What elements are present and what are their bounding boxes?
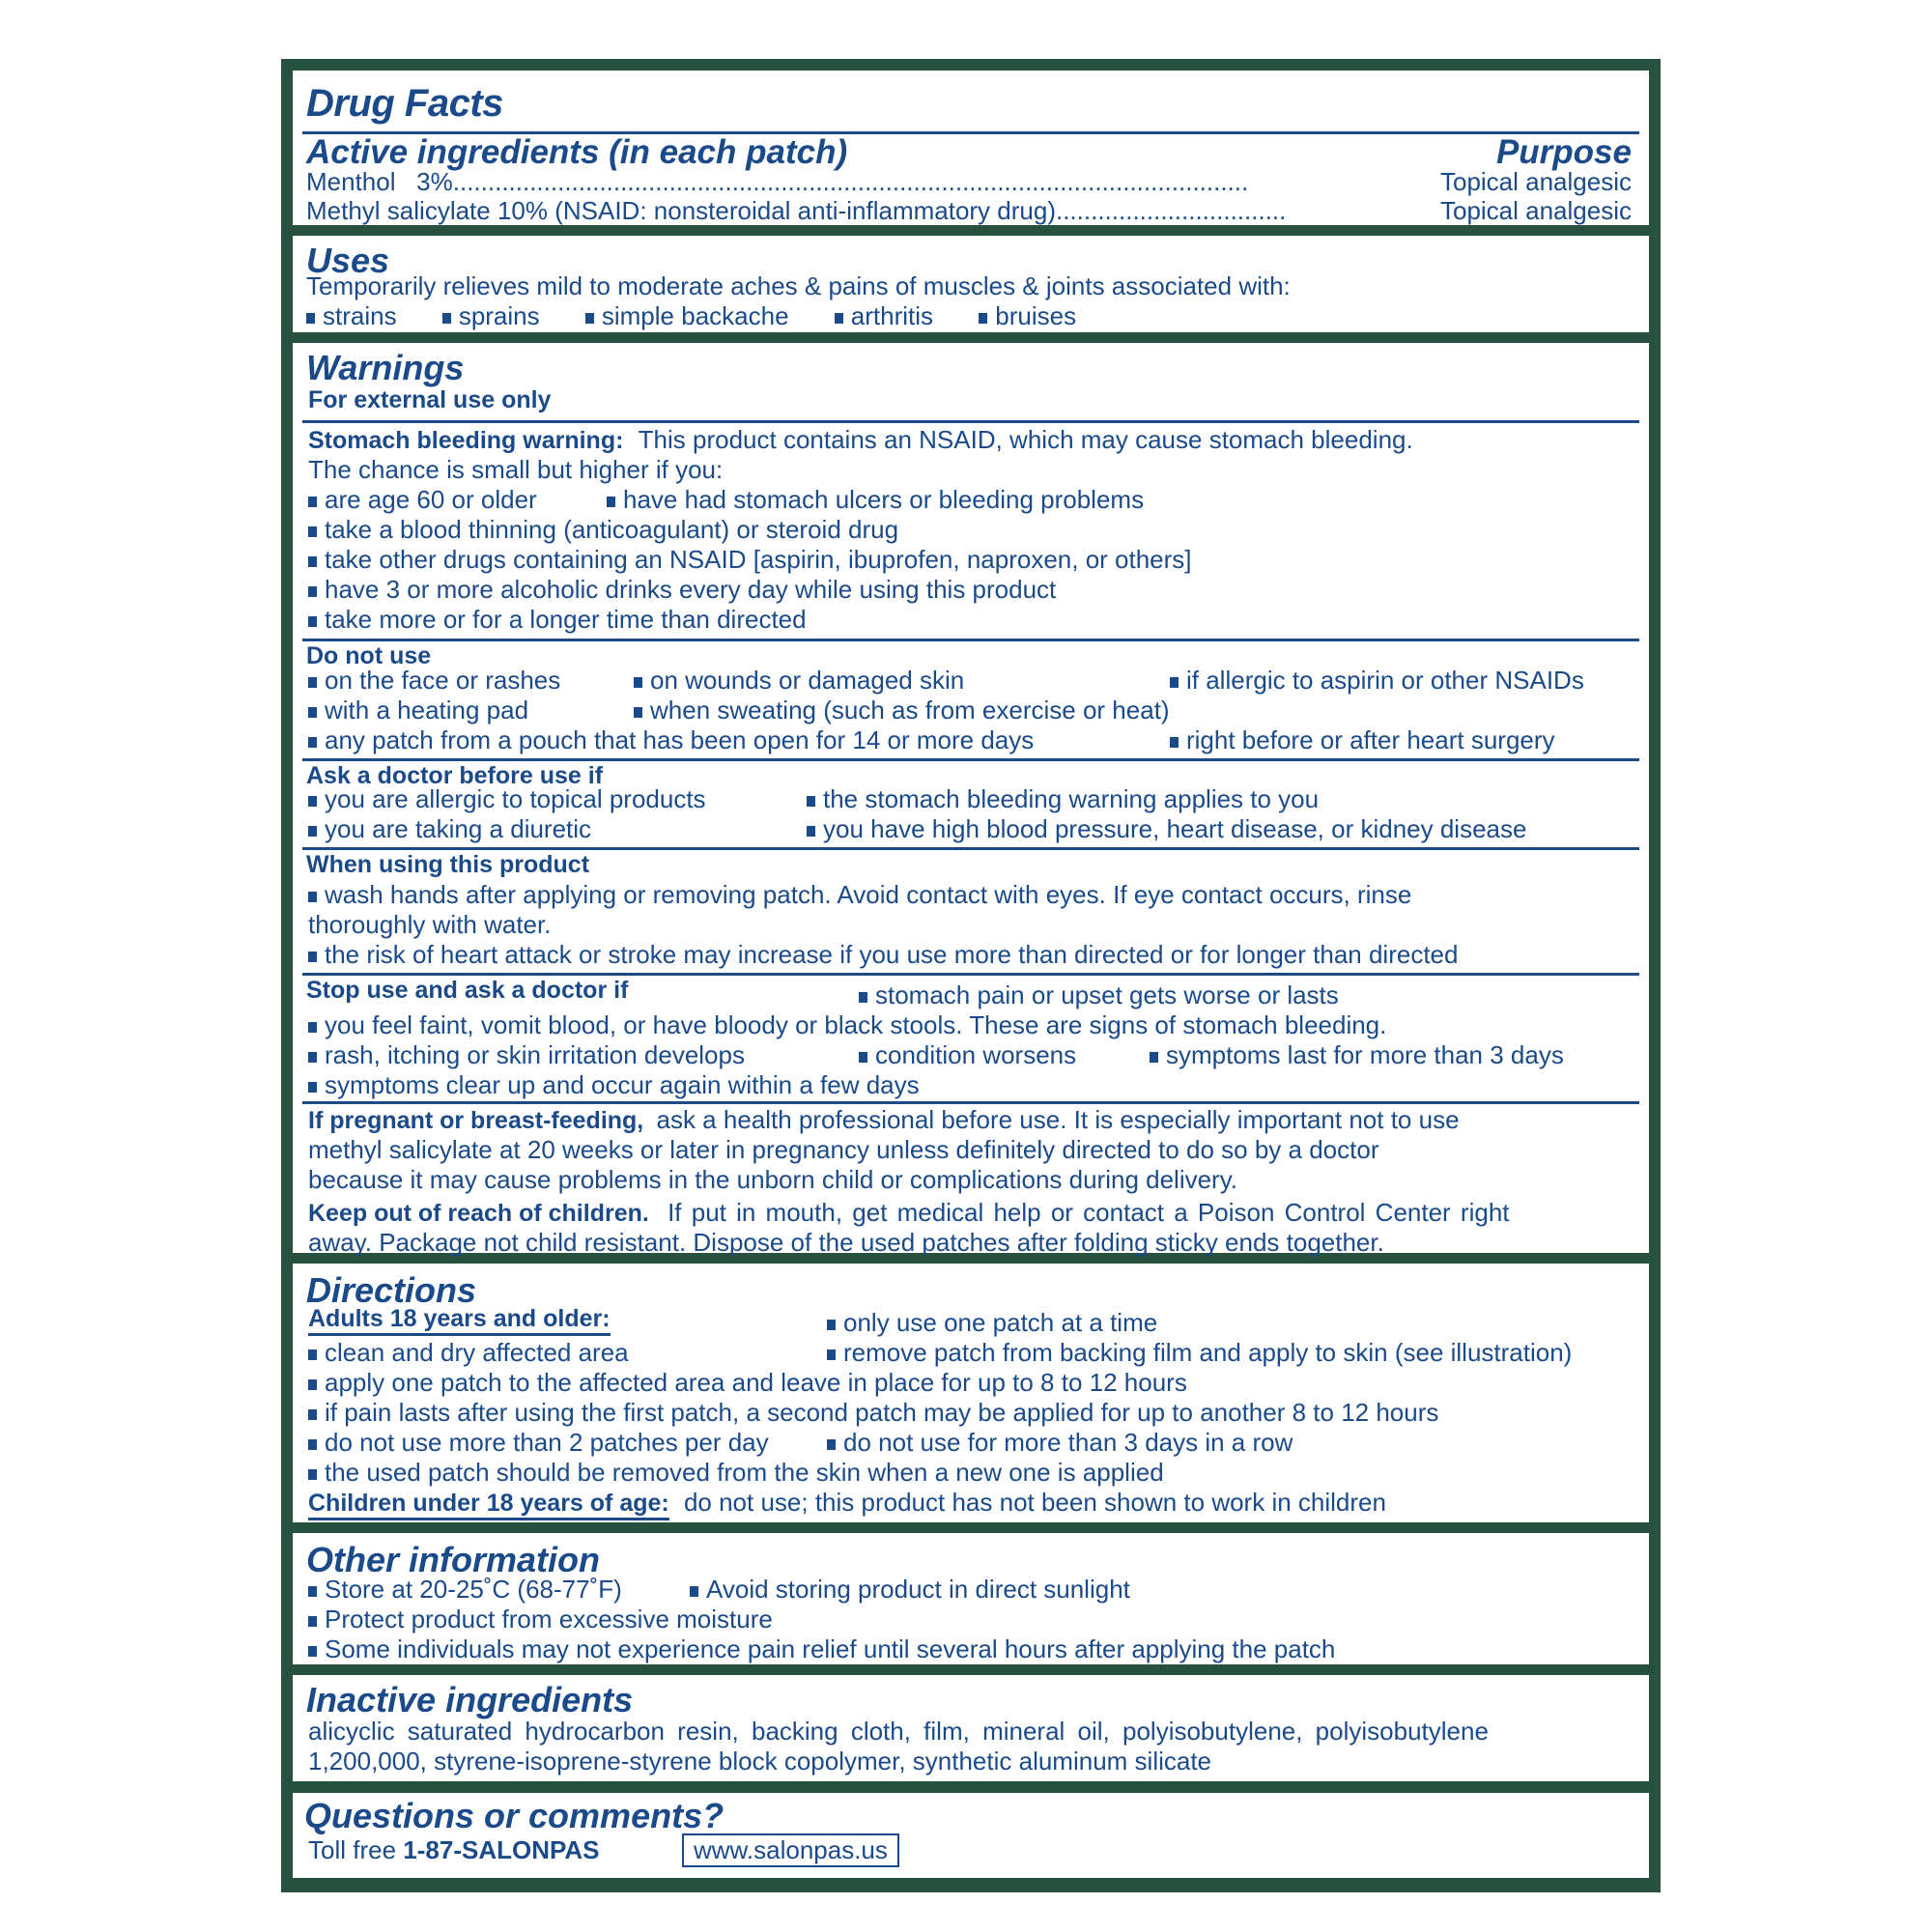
bullet-icon xyxy=(308,1052,317,1063)
list-item: with a heating pad xyxy=(308,696,528,725)
active-ingredients-heading: Active ingredients (in each patch) xyxy=(306,133,848,171)
leader-dots: ................................. xyxy=(1055,196,1287,225)
active-ingredients-panel xyxy=(293,71,1649,225)
list-item: sprains xyxy=(442,301,540,330)
adults-label-wrap xyxy=(308,1305,611,1333)
section-rule xyxy=(302,1101,1639,1104)
bullet-icon xyxy=(835,313,843,324)
list-item: do not use for more than 3 days in a row xyxy=(827,1428,1293,1458)
bullet-icon xyxy=(308,556,317,567)
bullet-icon xyxy=(308,1082,317,1093)
list-item: remove patch from backing film and apply to skin (see illustration) xyxy=(827,1338,1572,1368)
list-item: on the face or rashes xyxy=(308,666,560,696)
list-item: stomach pain or upset gets worse or lasts xyxy=(859,980,1339,1010)
list-item: are age 60 or older xyxy=(308,485,537,515)
list-item: take a blood thinning (anticoagulant) or steroid drug xyxy=(308,515,898,545)
bullet-icon xyxy=(308,1350,317,1360)
bullet-icon xyxy=(308,1469,317,1480)
bullet-icon xyxy=(827,1439,836,1450)
bullet-icon xyxy=(1170,677,1179,688)
list-item: only use one patch at a time xyxy=(827,1308,1157,1338)
list-item: on wounds or damaged skin xyxy=(634,666,964,696)
list-item: the used patch should be removed from the skin when a new one is applied xyxy=(308,1458,1164,1488)
bullet-icon xyxy=(690,1586,698,1597)
inactive-ingredients-panel xyxy=(293,1675,1649,1781)
list-item: if allergic to aspirin or other NSAIDs xyxy=(1170,666,1584,696)
pregnancy-label: If pregnant or breast-feeding, xyxy=(308,1107,644,1134)
inactive-ingredients-heading: Inactive ingredients xyxy=(306,1680,634,1719)
bullet-icon xyxy=(308,707,317,718)
list-item: strains xyxy=(306,301,397,330)
children-directions xyxy=(308,1488,1386,1518)
list-item: bruises xyxy=(979,301,1076,330)
section-rule xyxy=(302,758,1639,761)
inactive-ingredients-text: 1,200,000, styrene-isoprene-styrene block copolymer, synthetic aluminum silicate xyxy=(308,1747,1212,1776)
list-item: take other drugs containing an NSAID [aspirin, ibuprofen, naproxen, or others] xyxy=(308,545,1192,575)
bullet-icon xyxy=(442,313,451,324)
stomach-bleeding-warning xyxy=(308,425,1413,455)
ingredient-menthol xyxy=(306,167,1632,197)
list-item: simple backache xyxy=(585,301,789,330)
list-item: Avoid storing product in direct sunlight xyxy=(690,1575,1130,1605)
section-rule xyxy=(302,973,1639,976)
bullet-icon xyxy=(308,796,317,807)
children-text: do not use; this product has not been shown to work in children xyxy=(683,1488,1386,1517)
list-item: when sweating (such as from exercise or heat) xyxy=(634,696,1170,725)
uses-list xyxy=(306,301,1076,331)
list-item: if pain lasts after using the first patch, a second patch may be applied for up to another 8 to 12 hours xyxy=(308,1398,1438,1428)
ingredient-name: Menthol 3% xyxy=(306,167,453,196)
bullet-icon xyxy=(979,313,987,324)
ingredient-purpose: Topical analgesic xyxy=(1439,196,1632,225)
list-item: the stomach bleeding warning applies to you xyxy=(807,784,1319,814)
bullet-icon xyxy=(1150,1052,1158,1063)
bullet-icon xyxy=(607,497,615,507)
stomach-bleeding-text: This product contains an NSAID, which may cause stomach bleeding. xyxy=(638,425,1413,454)
ingredient-purpose: Topical analgesic xyxy=(1439,167,1632,196)
children-label: Children under 18 years of age: xyxy=(308,1490,669,1520)
drug-facts-label xyxy=(281,59,1661,1892)
ask-doctor-label: Ask a doctor before use if xyxy=(306,762,604,789)
list-item: do not use more than 2 patches per day xyxy=(308,1428,769,1458)
bullet-icon xyxy=(308,1646,317,1657)
list-item: the risk of heart attack or stroke may increase if you use more than directed or for longer than directed xyxy=(308,940,1458,970)
warnings-heading: Warnings xyxy=(306,348,465,387)
stomach-bleeding-text2: The chance is small but higher if you: xyxy=(308,455,724,484)
bullet-icon xyxy=(308,616,317,627)
bullet-icon xyxy=(308,586,317,597)
list-item: take more or for a longer time than directed xyxy=(308,605,807,635)
list-item: symptoms clear up and occur again within a few days xyxy=(308,1070,920,1100)
bullet-icon xyxy=(306,313,315,324)
bullet-icon xyxy=(308,952,317,962)
bullet-icon xyxy=(807,826,815,837)
bullet-icon xyxy=(859,1052,867,1063)
bullet-icon xyxy=(308,497,317,507)
purpose-heading: Purpose xyxy=(1495,133,1632,171)
pregnancy-text: because it may cause problems in the unborn child or complications during delivery. xyxy=(308,1165,1238,1194)
when-using-label: When using this product xyxy=(306,851,590,878)
keep-out-label: Keep out of reach of children. xyxy=(308,1200,649,1227)
list-item: arthritis xyxy=(835,301,933,330)
ingredient-name: Methyl salicylate 10% (NSAID: nonsteroidal anti-inflammatory drug) xyxy=(306,196,1056,225)
bullet-icon xyxy=(827,1320,836,1330)
bullet-icon xyxy=(1170,737,1179,748)
list-item: you are allergic to topical products xyxy=(308,784,706,814)
bullet-icon xyxy=(308,737,317,748)
list-item: wash hands after applying or removing patch. Avoid contact with eyes. If eye contact occurs, rinse xyxy=(308,880,1411,910)
uses-panel xyxy=(293,236,1649,332)
bullet-icon xyxy=(308,677,317,688)
list-item: Protect product from excessive moisture xyxy=(308,1605,773,1634)
list-item: condition worsens xyxy=(859,1040,1076,1070)
pregnancy-text: methyl salicylate at 20 weeks or later in pregnancy unless definitely directed to do so by a doctor xyxy=(308,1135,1379,1164)
other-information-panel xyxy=(293,1533,1649,1664)
questions-panel xyxy=(293,1793,1649,1878)
adults-label: Adults 18 years and older: xyxy=(308,1305,611,1336)
bullet-icon xyxy=(308,1022,317,1033)
bullet-icon xyxy=(308,526,317,537)
do-not-use-label: Do not use xyxy=(306,642,432,669)
section-rule xyxy=(302,420,1639,423)
list-item-continuation: thoroughly with water. xyxy=(308,910,552,939)
list-item: you are taking a diuretic xyxy=(308,814,591,844)
bullet-icon xyxy=(308,1586,317,1597)
questions-heading: Questions or comments? xyxy=(304,1796,724,1835)
page-title: Drug Facts xyxy=(306,82,503,125)
leader-dots: .................................................................................................................. xyxy=(452,167,1249,196)
list-item: right before or after heart surgery xyxy=(1170,725,1555,755)
bullet-icon xyxy=(859,992,867,1003)
keep-out-text: away. Package not child resistant. Dispose of the used patches after folding sticky ends together. xyxy=(308,1228,1384,1257)
external-use-label: For external use only xyxy=(308,386,552,413)
list-item: have 3 or more alcoholic drinks every day while using this product xyxy=(308,575,1056,605)
list-item: you have high blood pressure, heart disease, or kidney disease xyxy=(807,814,1526,844)
stomach-bleeding-label: Stomach bleeding warning: xyxy=(308,427,624,454)
directions-heading: Directions xyxy=(306,1270,477,1310)
phone-number[interactable]: 1-87-SALONPAS xyxy=(403,1835,600,1864)
section-rule xyxy=(302,847,1639,850)
website-link[interactable]: www.salonpas.us xyxy=(682,1833,899,1867)
uses-intro: Temporarily relieves mild to moderate aches & pains of muscles & joints associated with: xyxy=(306,271,1291,300)
list-item: apply one patch to the affected area and leave in place for up to 8 to 12 hours xyxy=(308,1368,1187,1398)
list-item: have had stomach ulcers or bleeding problems xyxy=(607,485,1144,515)
list-item: you feel faint, vomit blood, or have bloody or black stools. These are signs of stomach bleeding. xyxy=(308,1010,1386,1040)
list-item: any patch from a pouch that has been open for 14 or more days xyxy=(308,725,1034,755)
list-item: Some individuals may not experience pain relief until several hours after applying the patch xyxy=(308,1634,1335,1664)
list-item: symptoms last for more than 3 days xyxy=(1150,1040,1564,1070)
inactive-ingredients-text: alicyclic saturated hydrocarbon resin, backing cloth, film, mineral oil, polyisobutylene, polyisobutylene xyxy=(308,1717,1489,1746)
bullet-icon xyxy=(634,677,642,688)
bullet-icon xyxy=(308,1439,317,1450)
bullet-icon xyxy=(634,707,642,718)
stop-use-label: Stop use and ask a doctor if xyxy=(306,977,629,1004)
bullet-icon xyxy=(807,796,815,807)
toll-free-line xyxy=(308,1835,600,1865)
directions-panel xyxy=(293,1264,1649,1522)
list-item: clean and dry affected area xyxy=(308,1338,629,1368)
other-information-heading: Other information xyxy=(306,1540,600,1579)
list-item: Store at 20-25˚C (68-77˚F) xyxy=(308,1575,622,1605)
bullet-icon xyxy=(585,313,594,324)
ingredient-methyl-salicylate xyxy=(306,196,1632,226)
bullet-icon xyxy=(308,826,317,837)
section-rule xyxy=(302,639,1639,641)
list-item: rash, itching or skin irritation develops xyxy=(308,1040,745,1070)
warnings-panel xyxy=(293,343,1649,1257)
bullet-icon xyxy=(308,1409,317,1420)
uses-heading: Uses xyxy=(306,241,390,280)
keep-out-of-reach: Keep out of reach of children. If put in mouth, get medical help or contact a Poison Control Center right xyxy=(308,1198,1510,1227)
bullet-icon xyxy=(308,892,317,902)
toll-free-label: Toll free xyxy=(308,1835,397,1864)
bullet-icon xyxy=(308,1379,317,1390)
pregnancy-warning: If pregnant or breast-feeding, ask a health professional before use. It is especially important not to use xyxy=(308,1105,1460,1134)
bullet-icon xyxy=(308,1616,317,1627)
bullet-icon xyxy=(827,1350,836,1360)
